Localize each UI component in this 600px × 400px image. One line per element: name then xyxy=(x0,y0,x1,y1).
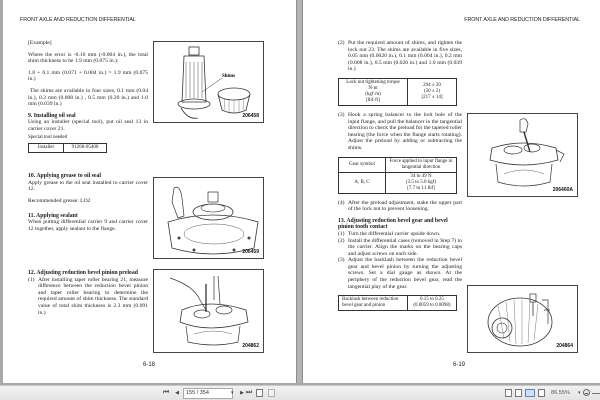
special-tool-table xyxy=(28,143,107,153)
page-dropdown-icon[interactable]: ▾ xyxy=(231,390,234,396)
zoom-dropdown-icon[interactable]: ▾ xyxy=(578,390,581,396)
paste-page-icon[interactable] xyxy=(268,389,275,397)
force-header: Force applied to input flange in tangential direction xyxy=(386,157,457,172)
step-item: (2) Put the required amount of shims, and tighten the lock nut 23. The shims are available in five sizes, 0.05 mm (0.0020 in.), 0.1 mm (0.004 in.), 0.2 mm (0.008 in.), 0.5 mm (0.020 in.) and 1.0 mm (0.039 in.) xyxy=(338,40,462,73)
step-item: (4) After the preload adjustment, stake the upper part of the lock nut to prevent loosening. xyxy=(338,199,462,213)
backlash-value-cell: 0.15 to 0.25 (0.0059 to 0.0098) xyxy=(408,296,457,311)
viewer-toolbar xyxy=(0,385,600,400)
section-heading: 10. Applying grease to oil seal xyxy=(28,173,102,180)
single-page-view-icon[interactable] xyxy=(505,389,512,397)
lock-nut-torque-table xyxy=(338,78,457,106)
page-number-field[interactable]: 155 / 354 xyxy=(183,388,233,399)
step-item: (2) Install the differential cases (removed in Step 7) to the carrier. Align the marks on the bearing caps and adjust screws on each side. xyxy=(338,237,462,257)
figure-spring-balancer xyxy=(467,113,578,197)
step-item: (3) Adjust the backlash between the reduction bevel gear and bevel pinion by turning the adjusting screws. Set a dial gauge as shown. At the periphery of the reduction bevel gear, read the tangential play of the gear. xyxy=(338,257,462,290)
left-text-column xyxy=(28,40,148,240)
continuous-view-icon[interactable] xyxy=(515,389,522,397)
figure-pinion-preload xyxy=(153,269,264,353)
shims-callout: Shims xyxy=(222,74,236,79)
running-head-right: FRONT AXLE AND REDUCTION DIFFERENTIAL xyxy=(464,17,580,23)
page-number-left: 6-18 xyxy=(143,362,156,368)
special-tool-label: Special tool needed xyxy=(28,134,68,140)
section-10 xyxy=(28,173,148,204)
recommended-grease: Recommended grease: LO2 xyxy=(28,197,91,204)
next-page-icon[interactable]: ▶ xyxy=(240,390,244,396)
section-12 xyxy=(28,270,148,321)
running-head-left: FRONT AXLE AND REDUCTION DIFFERENTIAL xyxy=(20,17,136,23)
example-paragraph-1: Where the error is -0.10 mm (-0.004 in.), the total shim thickness to be 1.9 mm (0.075 in.): xyxy=(28,51,148,65)
tool-name-cell: Installer xyxy=(29,144,64,153)
step-item: (3) Hook a spring balancer to the bolt hole of the input flange, and pull the balancer in the tangential direction to check the preload for the tapered roller bearing (the force when the flange starts rotating). Adjust the preload by adding or subtracting the shims. xyxy=(338,111,462,151)
two-page-view-icon[interactable] xyxy=(525,389,535,397)
backlash-table xyxy=(338,295,457,311)
figure-id: 206459 xyxy=(242,249,259,255)
zoom-out-icon[interactable] xyxy=(583,389,590,396)
page-left xyxy=(3,0,297,383)
copy-page-icon[interactable] xyxy=(256,389,263,397)
example-paragraph-2: 1.8 + 0.1 mm (0.071 + 0.004 in.) = 1.9 mm (0.075 in.) xyxy=(28,69,148,83)
figure-shims-bearing xyxy=(153,41,264,123)
figure-grease-oil-seal xyxy=(153,177,264,259)
example-paragraph-3: The shims are available in four sizes, 0.1 mm (0.04 in.), 0.2 mm (0.008 in.) , 0.5 mm (0.20 in.) and 1.0 mm (0.039 in.) xyxy=(28,87,148,108)
example-label: [Example] xyxy=(28,40,52,46)
backlash-label-cell: Backlash between reduction bevel gear and pinion xyxy=(339,296,408,311)
figure-id: 204862 xyxy=(242,343,259,349)
zoom-slider[interactable] xyxy=(592,393,600,394)
step-item: (1) After installing taper roller bearing 21, measure difference between the reduction bevel pinion and taper roller bearing to determine the required amount of shim thickness. The standard value of total shim thickness is 2.3 mm (0.091 in.) xyxy=(28,276,148,316)
section-heading: 11. Applying sealant xyxy=(28,212,78,219)
pinion-bearing-illustration xyxy=(154,42,265,124)
carrier-cover-illustration xyxy=(154,178,265,260)
torque-value-cell: 294 ± 20 (30 ± 2) [217 ± 14] xyxy=(408,78,457,105)
prev-page-icon[interactable]: ◀ xyxy=(175,390,179,396)
figure-dial-gauge-backlash xyxy=(467,285,578,353)
section-heading: 9. Installing oil seal xyxy=(28,112,76,119)
two-page-continuous-view-icon[interactable] xyxy=(538,389,545,397)
section-heading: 12. Adjusting reduction bevel pinion preload xyxy=(28,270,138,276)
section-11 xyxy=(28,213,148,233)
tool-part-cell: 91268-05400 xyxy=(64,144,107,153)
section-body: Apply grease to the oil seal installed to carrier cover 12. xyxy=(28,179,148,193)
section-body: When putting differential carrier 9 and carrier cover 12 together, apply sealant to the flange. xyxy=(28,219,148,232)
right-text-column xyxy=(338,40,462,317)
last-page-icon[interactable]: ⏭ xyxy=(245,389,253,396)
zoom-level[interactable]: 86.55% xyxy=(551,390,570,396)
section-9 xyxy=(28,113,148,153)
figure-id: 204864 xyxy=(556,343,573,349)
page-number-right: 6-19 xyxy=(453,362,466,368)
figure-id: 206460A xyxy=(552,187,573,193)
figure-id: 206458 xyxy=(242,113,259,119)
section-13-heading: 13. Adjusting reduction bevel gear and bevel pinion tooth contact xyxy=(338,217,448,231)
section-body: Using an installer (special tool), put oil seal 13 in carrier cover 21. xyxy=(28,119,148,132)
pinion-measurement-illustration xyxy=(154,270,265,354)
input-flange-force-table xyxy=(338,157,457,194)
force-value-cell: 34 to 49 N (3.5 to 5.0 kgf) [7.7 to 11 lbf] xyxy=(386,172,457,193)
page-right xyxy=(302,0,600,383)
gear-symbol-cell: A, B, C xyxy=(339,172,386,193)
step-item: (1) Turn the differential carrier upside down. xyxy=(338,230,441,237)
torque-label-cell: Lock nut tightening torque N·m (kgf·m) [lbf·ft] xyxy=(339,78,408,105)
gear-symbol-header: Gear symbol xyxy=(339,157,386,172)
first-page-icon[interactable]: ⏮ xyxy=(162,389,170,396)
spring-balancer-illustration xyxy=(468,114,579,198)
